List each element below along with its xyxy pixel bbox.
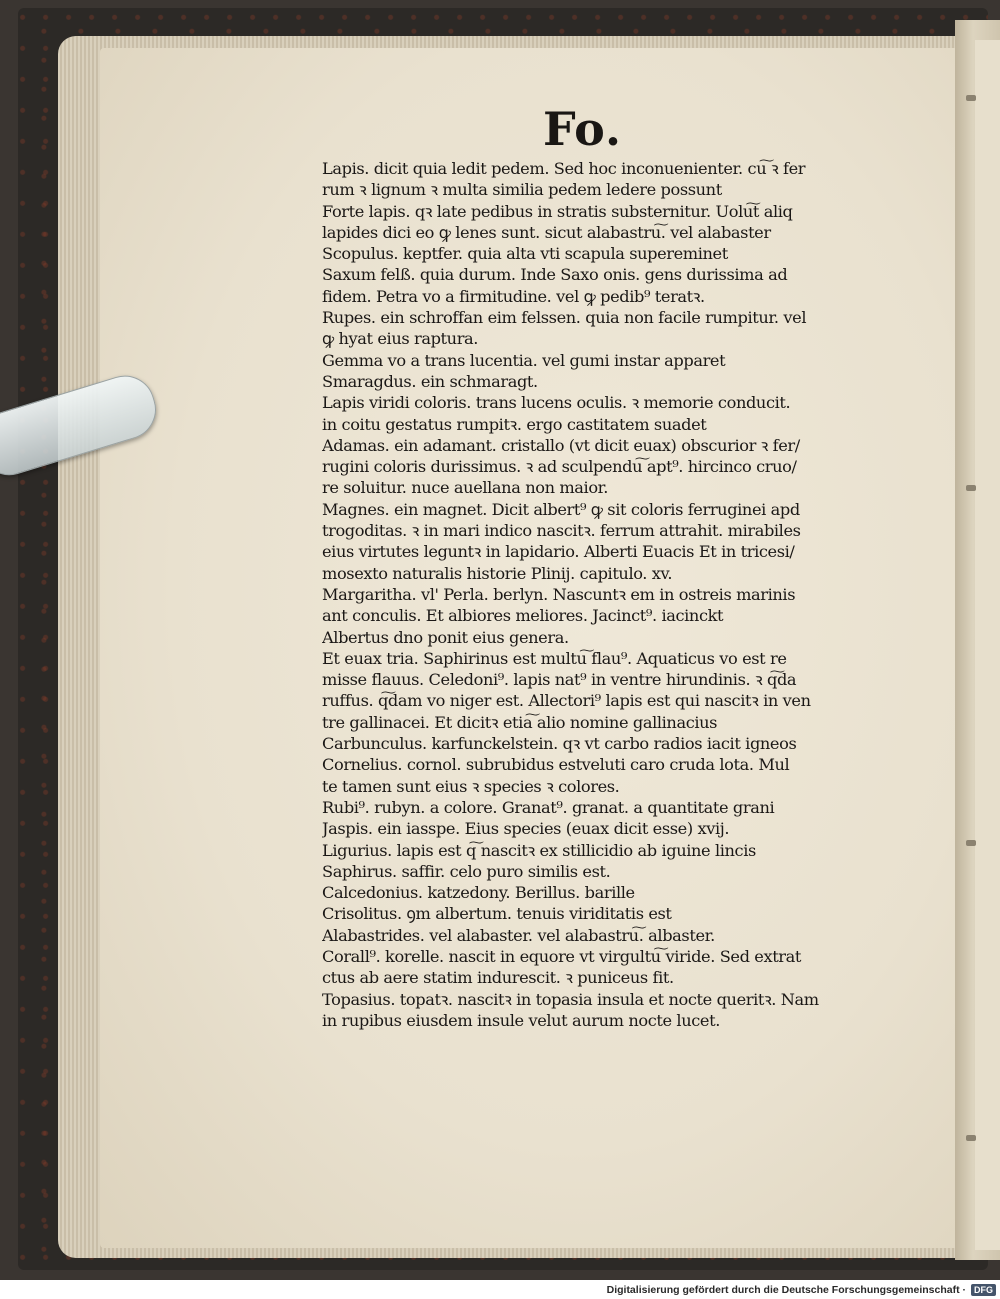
text-line: Forte lapis. qꝛ late pedibus in stratis substernitur. Uolu͠t aliq xyxy=(322,201,793,221)
text-line: Saxum felß. quia durum. Inde Saxo onis. gens durissima ad xyxy=(322,265,788,285)
text-line: Scopulus. keptfer. quia alta vti scapula supereminet xyxy=(322,244,728,264)
footer-credit: Digitalisierung gefördert durch die Deutsche Forschungsgemeinschaft · xyxy=(606,1283,966,1296)
page-header: Fo. xyxy=(543,102,623,156)
text-line: re soluitur. nuce auellana non maior. xyxy=(322,478,608,498)
text-line: Cornelius. cornol. subrubidus estveluti caro cruda lota. Mul xyxy=(322,755,790,775)
text-line: tre gallinacei. Et dicitꝛ etia͠ alio nomine gallinacius xyxy=(322,712,718,732)
text-line: Lapis. dicit quia ledit pedem. Sed hoc inconuenienter. cu͠ ꝛ fer xyxy=(322,159,806,178)
text-line: Rubi⁹. rubyn. a colore. Granat⁹. granat. a quantitate grani xyxy=(322,797,775,817)
text-line: ant conculis. Et albiores meliores. Jacinct⁹. iacinckt xyxy=(322,606,724,626)
text-line: Rupes. ein schroffan eim felssen. quia non facile rumpitur. vel xyxy=(322,308,807,328)
text-line: Magnes. ein magnet. Dicit albert⁹ ꝙ sit coloris ferruginei apd xyxy=(322,499,800,519)
text-line: Calcedonius. katzedony. Berillus. barille xyxy=(322,883,635,903)
text-line: in coitu gestatus rumpitꝛ. ergo castitatem suadet xyxy=(322,414,707,434)
text-line: eius virtutes leguntꝛ in lapidario. Alberti Euacis Et in tricesi/ xyxy=(322,542,795,562)
dfg-logo: DFG xyxy=(971,1284,996,1296)
text-line: Albertus dno ponit eius genera. xyxy=(322,627,569,647)
stitch-mark xyxy=(966,1135,976,1141)
text-line: fidem. Petra vo a firmitudine. vel ꝙ pedib⁹ teratꝛ. xyxy=(322,286,705,306)
text-line: Alabastrides. vel alabaster. vel alabastru͠. albaster. xyxy=(322,925,715,945)
text-line: ruffus. q͠dam vo niger est. Allectori⁹ lapis est qui nascitꝛ in ven xyxy=(322,691,811,711)
text-line: rugini coloris durissimus. ꝛ ad sculpendu͠ apt⁹. hircinco cruo/ xyxy=(322,457,797,477)
text-line: misse flauus. Celedoni⁹. lapis nat⁹ in ventre hirundinis. ꝛ q͠da xyxy=(322,670,797,690)
text-line: Gemma vo a trans lucentia. vel gumi instar apparet xyxy=(322,350,726,370)
text-line: Crisolitus. ꝯm albertum. tenuis viriditatis est xyxy=(322,904,672,924)
text-line: Lapis viridi coloris. trans lucens oculis. ꝛ memorie conducit. xyxy=(322,393,791,413)
text-line: trogoditas. ꝛ in mari indico nascitꝛ. ferrum attrahit. mirabiles xyxy=(322,521,801,541)
text-line: Corall⁹. korelle. nascit in equore vt virgultu͠ viride. Sed extrat xyxy=(322,946,802,966)
text-line: Margaritha. vl' Perla. berlyn. Nascuntꝛ em in ostreis marinis xyxy=(322,584,796,604)
text-line: Topasius. topatꝛ. nascitꝛ in topasia insula et nocte queritꝛ. Nam xyxy=(322,989,819,1009)
stitch-mark xyxy=(966,485,976,491)
text-line: lapides dici eo ꝙ lenes sunt. sicut alabastru͠. vel alabaster xyxy=(322,222,771,242)
facing-page-edge xyxy=(975,40,1000,1250)
stitch-mark xyxy=(966,840,976,846)
text-line: Smaragdus. ein schmaragt. xyxy=(322,371,538,391)
text-line: Et euax tria. Saphirinus est multu͠ flau⁹. Aquaticus vo est re xyxy=(322,648,787,668)
page-text xyxy=(322,158,904,1031)
text-line: rum ꝛ lignum ꝛ multa similia pedem ledere possunt xyxy=(322,180,722,200)
text-line: in rupibus eiusdem insule velut aurum nocte lucet. xyxy=(322,1010,720,1030)
text-line: te tamen sunt eius ꝛ species ꝛ colores. xyxy=(322,776,620,796)
text-line: Ligurius. lapis est q͠ nascitꝛ ex stillicidio ab iguine lincis xyxy=(322,840,756,860)
text-line: ꝙ hyat eius raptura. xyxy=(322,329,479,349)
text-line: Adamas. ein adamant. cristallo (vt dicit euax) obscurior ꝛ fer/ xyxy=(322,435,800,455)
text-line: ctus ab aere statim indurescit. ꝛ puniceus fit. xyxy=(322,968,674,988)
text-line: mosexto naturalis historie Plinij. capitulo. xv. xyxy=(322,563,673,583)
footer-bar xyxy=(0,1280,1000,1299)
text-line: Carbunculus. karfunckelstein. qꝛ vt carbo radios iacit igneos xyxy=(322,734,797,754)
stitch-mark xyxy=(966,95,976,101)
text-line: Jaspis. ein iasspe. Eius species (euax dicit esse) xvij. xyxy=(322,819,730,839)
text-line: Saphirus. saffir. celo puro similis est. xyxy=(322,861,611,881)
